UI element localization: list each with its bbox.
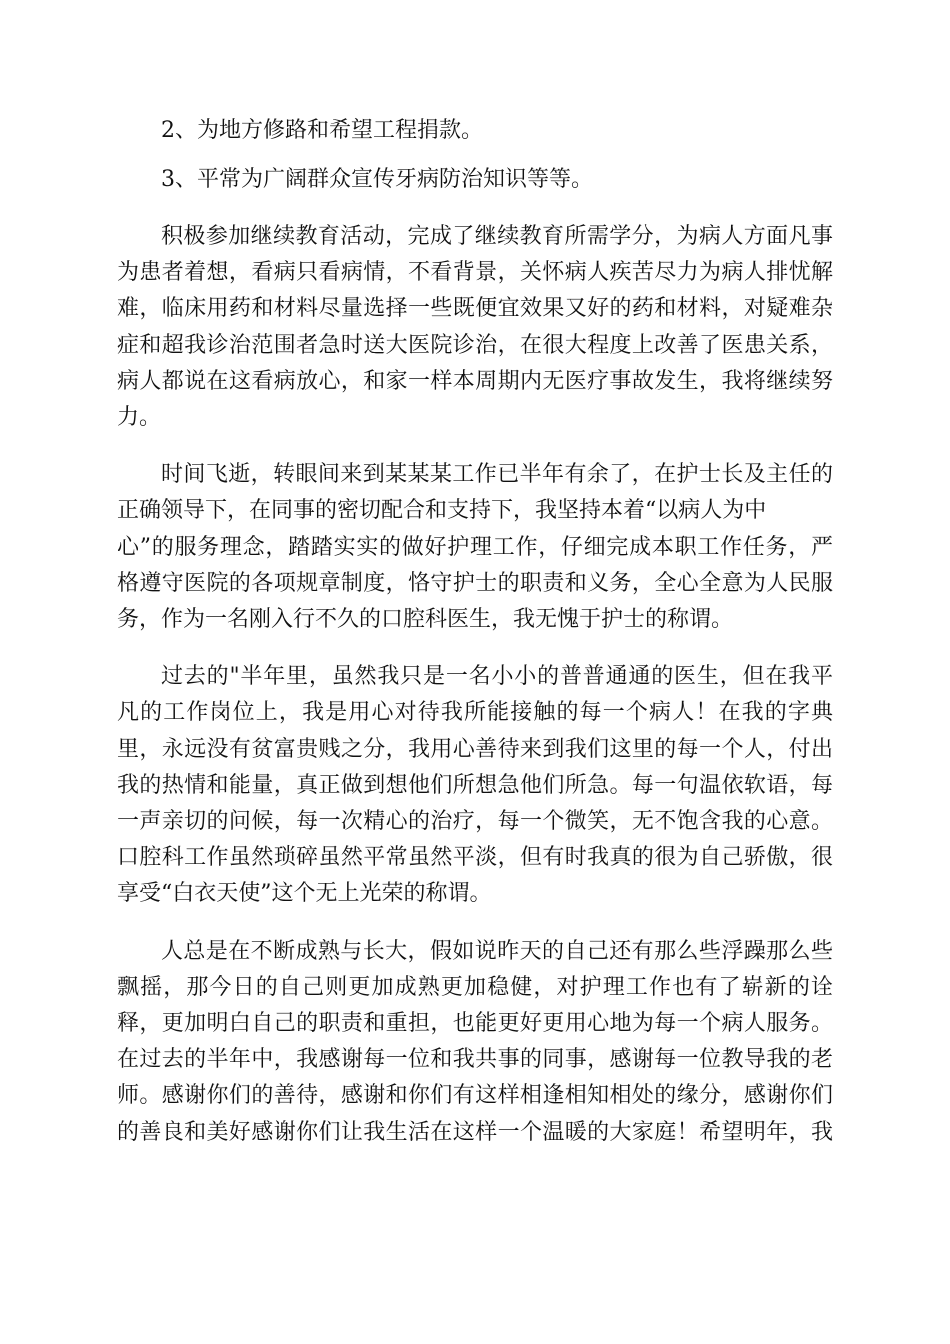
- list-item: 2、为地方修路和希望工程捐款。: [161, 118, 483, 143]
- text-line: 格遵守医院的各项规章制度，恪守护士的职责和义务，全心全意为人民服: [117, 570, 833, 596]
- text-line: 人总是在不断成熟与长大，假如说昨天的自己还有那么些浮躁那么些: [161, 938, 833, 964]
- text-line: 务，作为一名刚入行不久的口腔科医生，我无愧于护士的称谓。: [117, 607, 734, 633]
- text-line: 的善良和美好感谢你们让我生活在这样一个温暖的大家庭！希望明年，我: [117, 1119, 833, 1145]
- list-item: 3、平常为广阔群众宣传牙病防治知识等等。: [161, 167, 593, 192]
- text-line: 力。: [117, 405, 162, 431]
- text-line: 口腔科工作虽然琐碎虽然平常虽然平淡，但有时我真的很为自己骄傲，很: [117, 845, 833, 871]
- paragraph: [117, 934, 833, 1151]
- text-line: 症和超我诊治范围者急时送大医院诊治，在很大程度上改善了医患关系，: [117, 332, 833, 358]
- text-line: 享受“白衣天使”这个无上光荣的称谓。: [117, 881, 492, 907]
- text-line: 师。感谢你们的善待，感谢和你们有这样相逢相知相处的缘分，感谢你们: [117, 1083, 833, 1109]
- text-line: 过去的"半年里，虽然我只是一名小小的普普通通的医生，但在我平: [161, 664, 833, 690]
- text-line: 在过去的半年中，我感谢每一位和我共事的同事，感谢每一位教导我的老: [117, 1047, 833, 1073]
- text-line: 凡的工作岗位上，我是用心对待我所能接触的每一个病人！在我的字典: [117, 700, 833, 726]
- text-line: 病人都说在这看病放心，和家一样本周期内无医疗事故发生，我将继续努: [117, 368, 833, 394]
- paragraph: [117, 219, 833, 436]
- text-line: 飘摇，那今日的自己则更加成熟更加稳健，对护理工作也有了崭新的诠: [117, 974, 833, 1000]
- text-line: 心”的服务理念，踏踏实实的做好护理工作，仔细完成本职工作任务，严: [117, 534, 833, 560]
- text-line: 为患者着想，看病只看病情，不看背景，关怀病人疾苦尽力为病人排忧解: [117, 260, 833, 286]
- paragraph: [117, 457, 833, 638]
- paragraph: [117, 659, 833, 912]
- document-body: [117, 113, 833, 1151]
- text-line: 难，临床用药和材料尽量选择一些既便宜效果又好的药和材料，对疑难杂: [117, 296, 833, 322]
- text-line: 积极参加继续教育活动，完成了继续教育所需学分，为病人方面凡事: [161, 224, 833, 249]
- text-line: 一声亲切的问候，每一次精心的治疗，每一个微笑，无不饱含我的心意。: [117, 809, 833, 835]
- text-line: 正确领导下，在同事的密切配合和支持下，我坚持本着“以病人为中: [117, 498, 767, 524]
- text-line: 时间飞逝，转眼间来到某某某工作已半年有余了，在护士长及主任的: [161, 462, 833, 488]
- text-line: 里，永远没有贫富贵贱之分，我用心善待来到我们这里的每一个人，付出: [117, 736, 833, 762]
- text-line: 释，更加明白自己的职责和重担，也能更好更用心地为每一个病人服务。: [117, 1011, 833, 1037]
- text-line: 我的热情和能量，真正做到想他们所想急他们所急。每一句温依软语，每: [117, 772, 833, 798]
